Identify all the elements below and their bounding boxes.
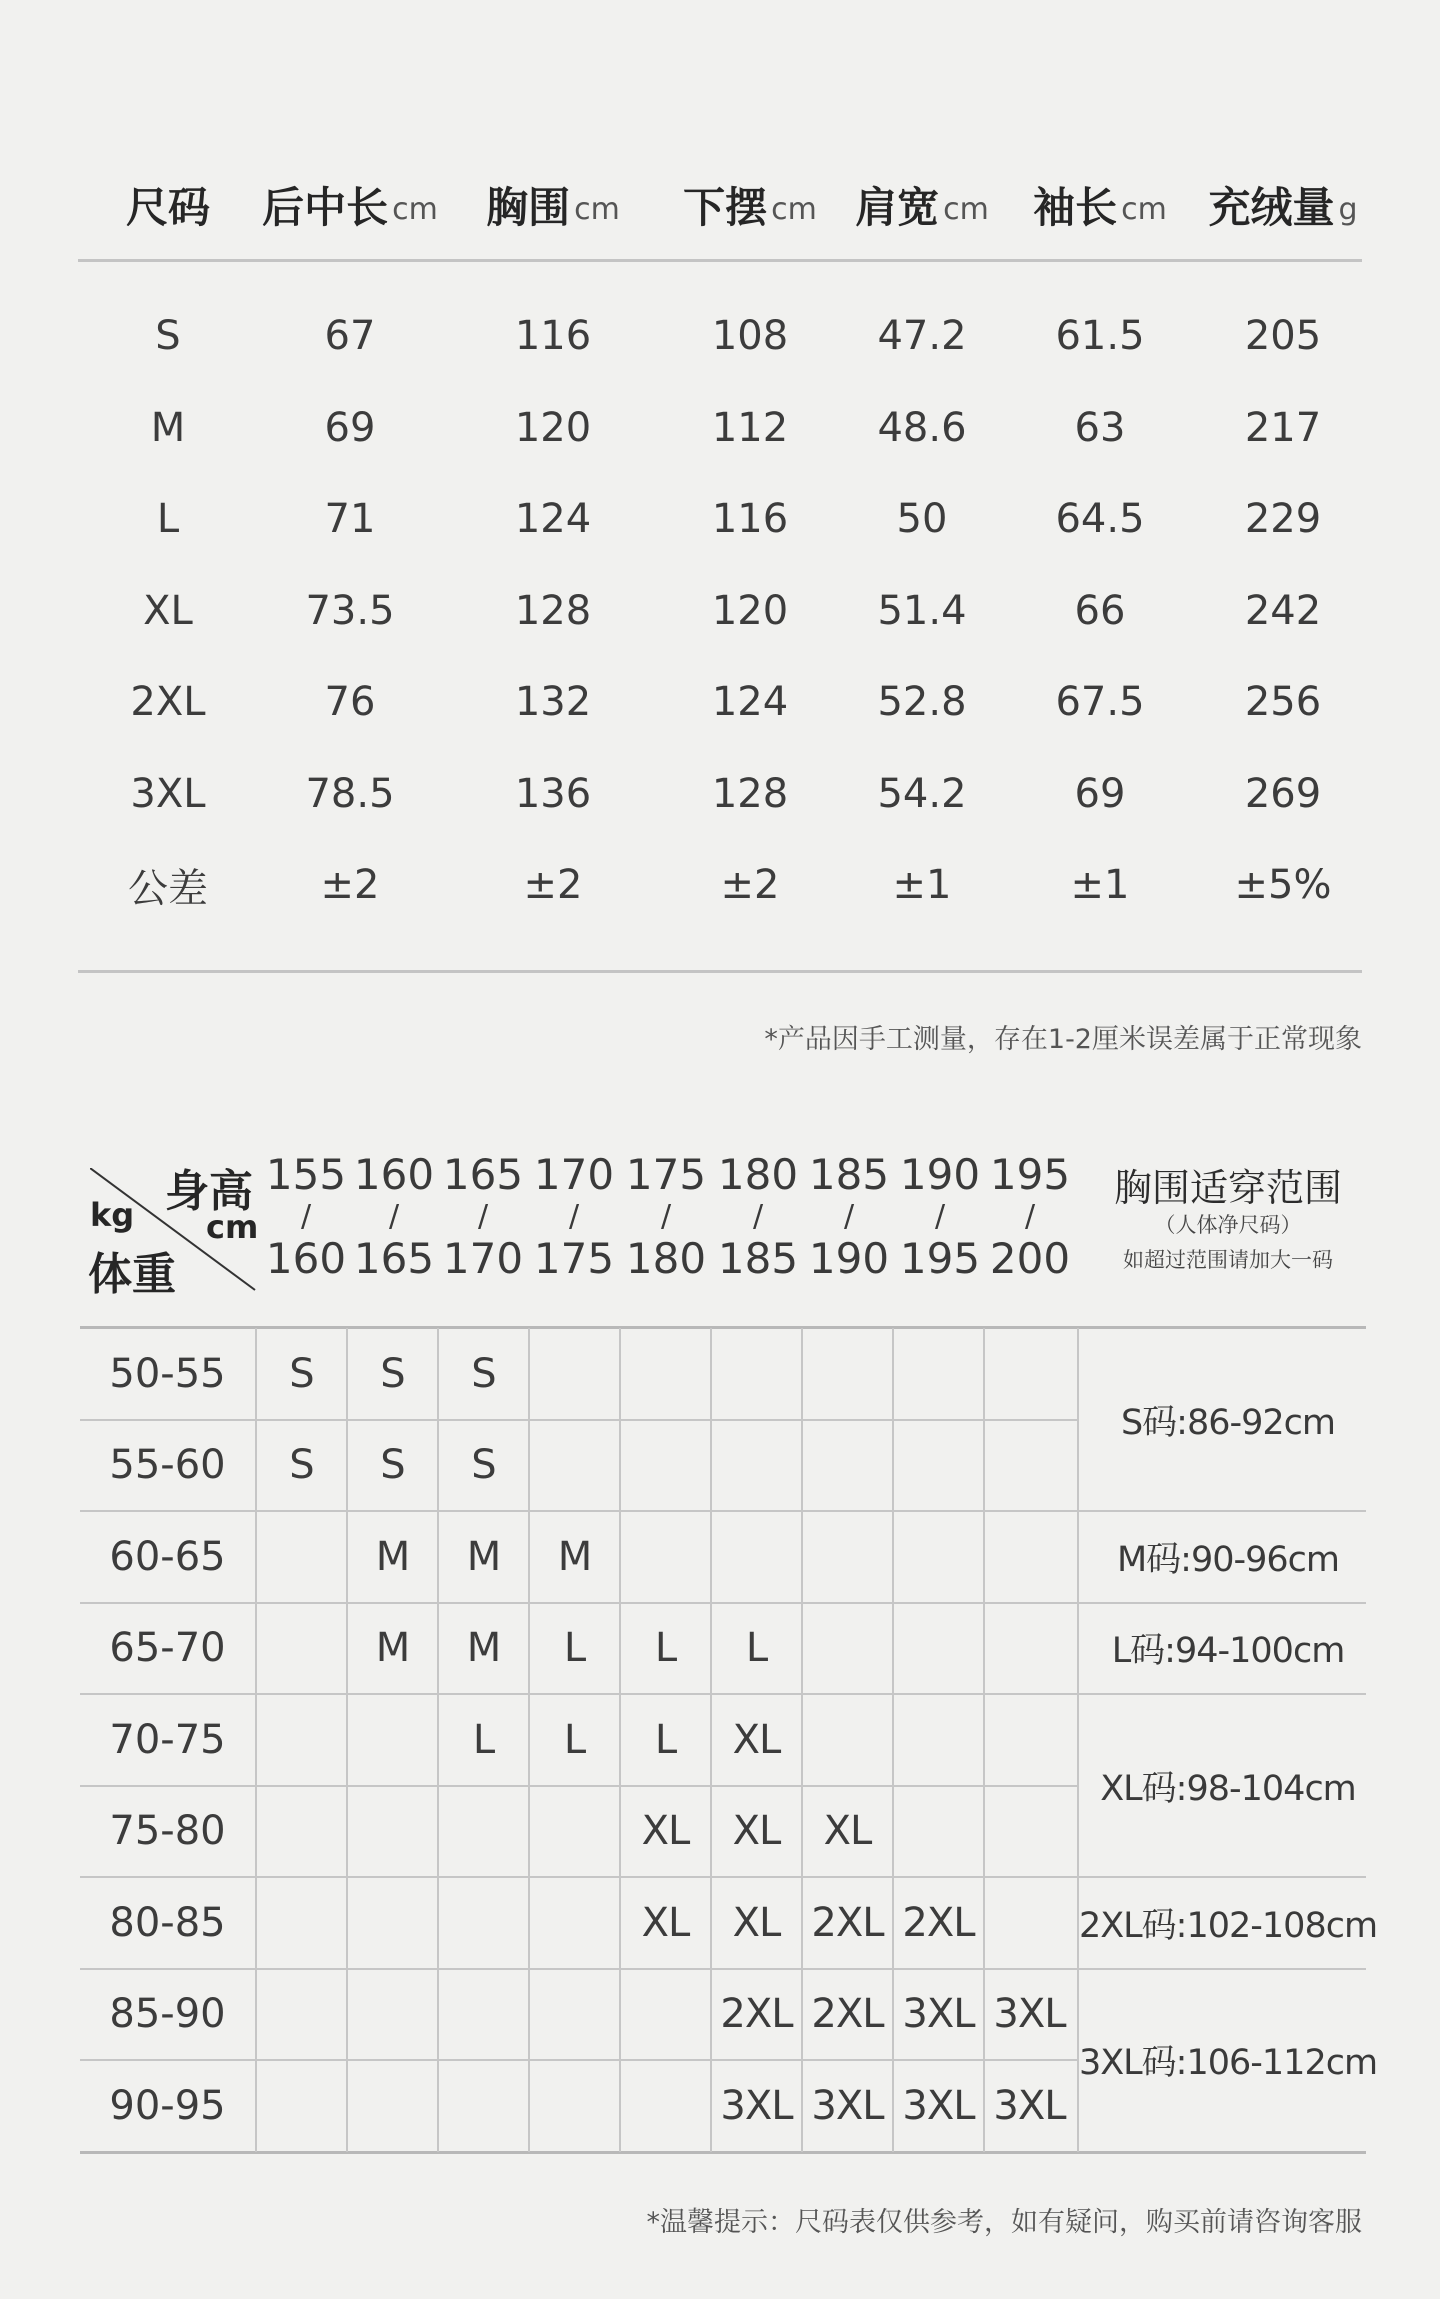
height-from: 195 <box>989 1150 1071 1199</box>
size-recommendation-cell <box>620 1969 711 2060</box>
height-separator: / <box>1024 1199 1036 1234</box>
size-recommendation-cell <box>711 1328 802 1419</box>
size-recommendation-cell: S <box>471 1350 496 1397</box>
size-recommendation-cell <box>438 1877 529 1968</box>
size-recommendation-cell: 3XL <box>902 1991 975 2037</box>
height-label: 身高 <box>165 1166 253 1217</box>
table-row <box>0 656 1440 748</box>
height-separator: / <box>300 1199 312 1234</box>
chest-range-subtitle: （人体净尺码） <box>1154 1213 1302 1237</box>
column-name: 袖长 <box>1033 183 1118 232</box>
table-cell: 54.2 <box>877 770 967 817</box>
height-separator: / <box>843 1199 855 1234</box>
size-recommendation-cell <box>438 1786 529 1877</box>
column-name: 后中长 <box>262 183 389 232</box>
height-separator: / <box>934 1199 946 1234</box>
height-separator: / <box>477 1199 489 1234</box>
corner-diagonal-line <box>90 1168 260 1294</box>
size-recommendation-cell <box>802 1511 893 1602</box>
height-to: 175 <box>533 1234 615 1283</box>
height-column-header <box>713 1150 803 1284</box>
size-recommendation-cell: XL <box>641 1808 690 1854</box>
size-recommendation-cell <box>256 1969 347 2060</box>
size-label: XL <box>143 587 193 634</box>
size-recommendation-cell: M <box>466 1625 501 1671</box>
table-cell: 242 <box>1244 587 1322 634</box>
table-cell: 124 <box>711 679 789 725</box>
table-cell: ±5% <box>1234 862 1332 908</box>
size-recommendation-cell <box>256 1694 347 1785</box>
height-from: 165 <box>442 1150 524 1199</box>
size-label: 公差 <box>128 865 208 912</box>
table-cell: ±2 <box>720 862 780 908</box>
weight-range-label: 50-55 <box>109 1350 226 1397</box>
size-recommendation-cell: 3XL <box>811 2082 884 2129</box>
height-to: 195 <box>899 1234 981 1283</box>
size-recommendation-cell <box>438 1969 529 2060</box>
column-name: 充绒量 <box>1208 183 1335 232</box>
size-recommendation-cell: L <box>745 1625 768 1671</box>
table-cell: 128 <box>711 770 789 817</box>
size-recommendation-cell: S <box>380 1442 405 1488</box>
table-cell: 63 <box>1074 404 1126 451</box>
weight-range-label: 70-75 <box>109 1716 226 1763</box>
table-cell: 229 <box>1244 496 1322 542</box>
table-row <box>0 290 1440 382</box>
size-recommendation-cell: M <box>375 1625 410 1671</box>
size-table-header <box>0 150 1440 260</box>
column-unit: cm <box>392 191 438 227</box>
size-recommendation-cell <box>347 2060 438 2151</box>
size-recommendation-cell <box>347 1694 438 1785</box>
weight-unit: kg <box>90 1196 135 1234</box>
size-recommendation-cell: L <box>563 1716 586 1763</box>
size-recommendation-cell <box>984 1877 1075 1968</box>
height-column-header <box>529 1150 619 1284</box>
chest-range-cell: M码:90-96cm <box>1116 1539 1340 1580</box>
column-header <box>73 150 263 260</box>
size-recommendation-cell <box>438 2060 529 2151</box>
size-recommendation-cell: XL <box>732 1716 781 1763</box>
table-cell: 69 <box>324 404 376 451</box>
column-unit: cm <box>1121 191 1167 227</box>
size-recommendation-cell <box>256 1603 347 1694</box>
weight-range-label: 60-65 <box>109 1533 226 1580</box>
height-from: 185 <box>808 1150 890 1199</box>
size-recommendation-cell <box>256 1877 347 1968</box>
size-recommendation-cell <box>347 1877 438 1968</box>
chest-range-cell: S码:86-92cm <box>1120 1402 1336 1443</box>
size-recommendation-cell <box>529 1786 620 1877</box>
weight-label: 体重 <box>88 1249 176 1300</box>
height-column-header <box>261 1150 351 1284</box>
table-cell: 120 <box>711 587 789 634</box>
height-from: 180 <box>717 1150 799 1199</box>
size-recommendation-cell: L <box>654 1625 677 1671</box>
table-row <box>0 748 1440 840</box>
size-recommendation-cell <box>893 1420 984 1511</box>
table-cell: 47.2 <box>877 313 967 359</box>
height-separator: / <box>568 1199 580 1234</box>
table-cell: 205 <box>1244 313 1322 359</box>
table-cell: ±1 <box>1070 862 1130 908</box>
table-cell: 136 <box>514 770 592 817</box>
column-unit: g <box>1338 191 1358 227</box>
size-recommendation-cell <box>984 1786 1075 1877</box>
table-cell: 217 <box>1244 404 1322 451</box>
table-cell: 78.5 <box>305 770 395 817</box>
weight-range-label: 75-80 <box>109 1808 226 1854</box>
height-column-header <box>438 1150 528 1284</box>
size-recommendation-cell <box>620 1511 711 1602</box>
height-separator: / <box>752 1199 764 1234</box>
header-divider <box>78 259 1362 262</box>
table-cell: 108 <box>711 313 789 359</box>
size-recommendation-cell: S <box>289 1442 314 1488</box>
size-recommendation-cell <box>529 2060 620 2151</box>
size-recommendation-cell: 3XL <box>902 2082 975 2129</box>
size-recommendation-cell <box>802 1328 893 1419</box>
size-label: S <box>155 313 181 359</box>
size-recommendation-cell <box>711 1511 802 1602</box>
column-header <box>448 150 658 260</box>
chest-range-cell: XL码:98-104cm <box>1100 1768 1356 1809</box>
table-cell: 51.4 <box>877 587 967 634</box>
column-unit: cm <box>771 191 817 227</box>
height-unit: cm <box>206 1208 259 1246</box>
size-recommendation-cell <box>984 1420 1075 1511</box>
height-column-header <box>985 1150 1075 1284</box>
column-name: 肩宽 <box>855 183 940 232</box>
tip-note: *温馨提示：尺码表仅供参考，如有疑问，购买前请咨询客服 <box>646 2207 1362 2238</box>
size-recommendation-cell <box>893 1328 984 1419</box>
height-column-header <box>895 1150 985 1284</box>
size-recommendation-cell: 3XL <box>720 2082 793 2129</box>
size-recommendation-cell: M <box>557 1533 592 1580</box>
table-cell: 69 <box>1074 770 1126 817</box>
measurement-note: *产品因手工测量，存在1-2厘米误差属于正常现象 <box>764 1024 1362 1055</box>
chest-range-cell: 3XL码:106-112cm <box>1078 2043 1378 2083</box>
size-recommendation-cell <box>984 1694 1075 1785</box>
height-to: 200 <box>989 1234 1071 1283</box>
size-recommendation-cell: L <box>472 1716 495 1763</box>
size-recommendation-cell <box>620 1328 711 1419</box>
weight-range-label: 90-95 <box>109 2082 226 2129</box>
size-recommendation-cell: XL <box>732 1899 781 1946</box>
table-cell: 76 <box>324 679 376 725</box>
table-cell: 269 <box>1244 770 1322 817</box>
height-to: 185 <box>717 1234 799 1283</box>
table-row <box>0 839 1440 931</box>
size-recommendation-cell <box>893 1694 984 1785</box>
column-header <box>1005 150 1195 260</box>
chest-range-cell: L码:94-100cm <box>1111 1631 1345 1672</box>
size-recommendation-cell <box>893 1603 984 1694</box>
height-from: 190 <box>899 1150 981 1199</box>
height-column-header <box>349 1150 439 1284</box>
size-recommendation-cell <box>802 1603 893 1694</box>
column-name: 胸围 <box>486 183 571 232</box>
table-row <box>0 473 1440 565</box>
height-to: 180 <box>625 1234 707 1283</box>
height-from: 155 <box>265 1150 347 1199</box>
column-header <box>822 150 1022 260</box>
height-from: 175 <box>625 1150 707 1199</box>
height-separator: / <box>660 1199 672 1234</box>
table-cell: 116 <box>711 496 789 542</box>
column-unit: cm <box>943 191 989 227</box>
table-cell: ±1 <box>892 862 952 908</box>
size-recommendation-cell: 2XL <box>720 1991 793 2037</box>
size-recommendation-cell <box>802 1420 893 1511</box>
size-recommendation-cell: M <box>375 1533 410 1580</box>
column-unit: cm <box>574 191 620 227</box>
size-recommendation-cell <box>984 1328 1075 1419</box>
table-cell: 73.5 <box>305 587 395 634</box>
size-recommendation-cell <box>529 1877 620 1968</box>
size-recommendation-cell: 2XL <box>902 1899 975 1946</box>
size-recommendation-cell: L <box>563 1625 586 1671</box>
size-recommendation-cell: S <box>380 1350 405 1397</box>
size-recommendation-cell: 2XL <box>811 1991 884 2037</box>
size-recommendation-cell <box>347 1786 438 1877</box>
height-to: 165 <box>353 1234 435 1283</box>
size-recommendation-cell <box>893 1786 984 1877</box>
column-header <box>240 150 460 260</box>
height-to: 170 <box>442 1234 524 1283</box>
height-column-header <box>804 1150 894 1284</box>
size-recommendation-cell <box>347 1969 438 2060</box>
height-from: 160 <box>353 1150 435 1199</box>
weight-range-label: 85-90 <box>109 1991 226 2037</box>
size-recommendation-cell: L <box>654 1716 677 1763</box>
size-recommendation-cell <box>529 1420 620 1511</box>
height-column-header <box>621 1150 711 1284</box>
chest-range-title: 胸围适穿范围 <box>1113 1166 1342 1210</box>
height-to: 160 <box>265 1234 347 1283</box>
table-cell: ±2 <box>523 862 583 908</box>
weight-range-label: 55-60 <box>109 1442 226 1488</box>
size-recommendation-cell <box>984 1511 1075 1602</box>
table-cell: 67.5 <box>1055 679 1145 725</box>
table-row <box>0 382 1440 474</box>
height-to: 190 <box>808 1234 890 1283</box>
size-recommendation-cell <box>893 1511 984 1602</box>
size-label: 2XL <box>130 679 206 725</box>
table-cell: 112 <box>711 404 789 451</box>
table-cell: 116 <box>514 313 592 359</box>
column-header <box>1178 150 1388 260</box>
size-recommendation-cell <box>711 1420 802 1511</box>
table-cell: 256 <box>1244 679 1322 725</box>
size-recommendation-cell <box>256 2060 347 2151</box>
size-recommendation-cell <box>620 1420 711 1511</box>
size-recommendation-cell: XL <box>641 1899 690 1946</box>
size-recommendation-cell <box>529 1328 620 1419</box>
table-row <box>0 565 1440 657</box>
table-cell: 67 <box>324 313 376 359</box>
table-cell: 64.5 <box>1055 496 1145 542</box>
height-separator: / <box>388 1199 400 1234</box>
weight-range-label: 65-70 <box>109 1625 226 1671</box>
column-name: 下摆 <box>683 183 768 232</box>
size-recommendation-cell <box>984 1603 1075 1694</box>
size-recommendation-cell: 3XL <box>993 2082 1066 2129</box>
table-cell: 71 <box>324 496 376 542</box>
size-recommendation-cell: XL <box>732 1808 781 1854</box>
table-bottom-divider <box>78 970 1362 973</box>
chest-range-hint: 如超过范围请加大一码 <box>1123 1248 1333 1272</box>
size-recommendation-cell: S <box>289 1350 314 1397</box>
size-recommendation-cell <box>529 1969 620 2060</box>
size-recommendation-cell <box>802 1694 893 1785</box>
table-cell: 132 <box>514 679 592 725</box>
table-cell: 124 <box>514 496 592 542</box>
table-cell: 66 <box>1074 587 1126 634</box>
size-recommendation-cell: M <box>466 1533 501 1580</box>
weight-range-label: 80-85 <box>109 1899 226 1946</box>
size-recommendation-cell: XL <box>823 1808 872 1854</box>
size-recommendation-cell: S <box>471 1442 496 1488</box>
height-from: 170 <box>533 1150 615 1199</box>
column-name: 尺码 <box>125 183 210 232</box>
table-cell: 52.8 <box>877 679 967 725</box>
size-label: 3XL <box>130 770 206 817</box>
size-label: M <box>150 404 186 451</box>
table-cell: 61.5 <box>1055 313 1145 359</box>
size-recommendation-cell: 3XL <box>993 1991 1066 2037</box>
size-label: L <box>156 496 180 542</box>
chest-range-cell: 2XL码:102-108cm <box>1078 1905 1378 1946</box>
size-recommendation-cell <box>620 2060 711 2151</box>
size-recommendation-cell <box>256 1786 347 1877</box>
table-cell: 50 <box>896 496 948 542</box>
table-cell: 120 <box>514 404 592 451</box>
table-cell: 128 <box>514 587 592 634</box>
size-recommendation-cell <box>256 1511 347 1602</box>
table-cell: ±2 <box>320 862 380 908</box>
size-recommendation-cell: 2XL <box>811 1899 884 1946</box>
table-cell: 48.6 <box>877 404 967 451</box>
